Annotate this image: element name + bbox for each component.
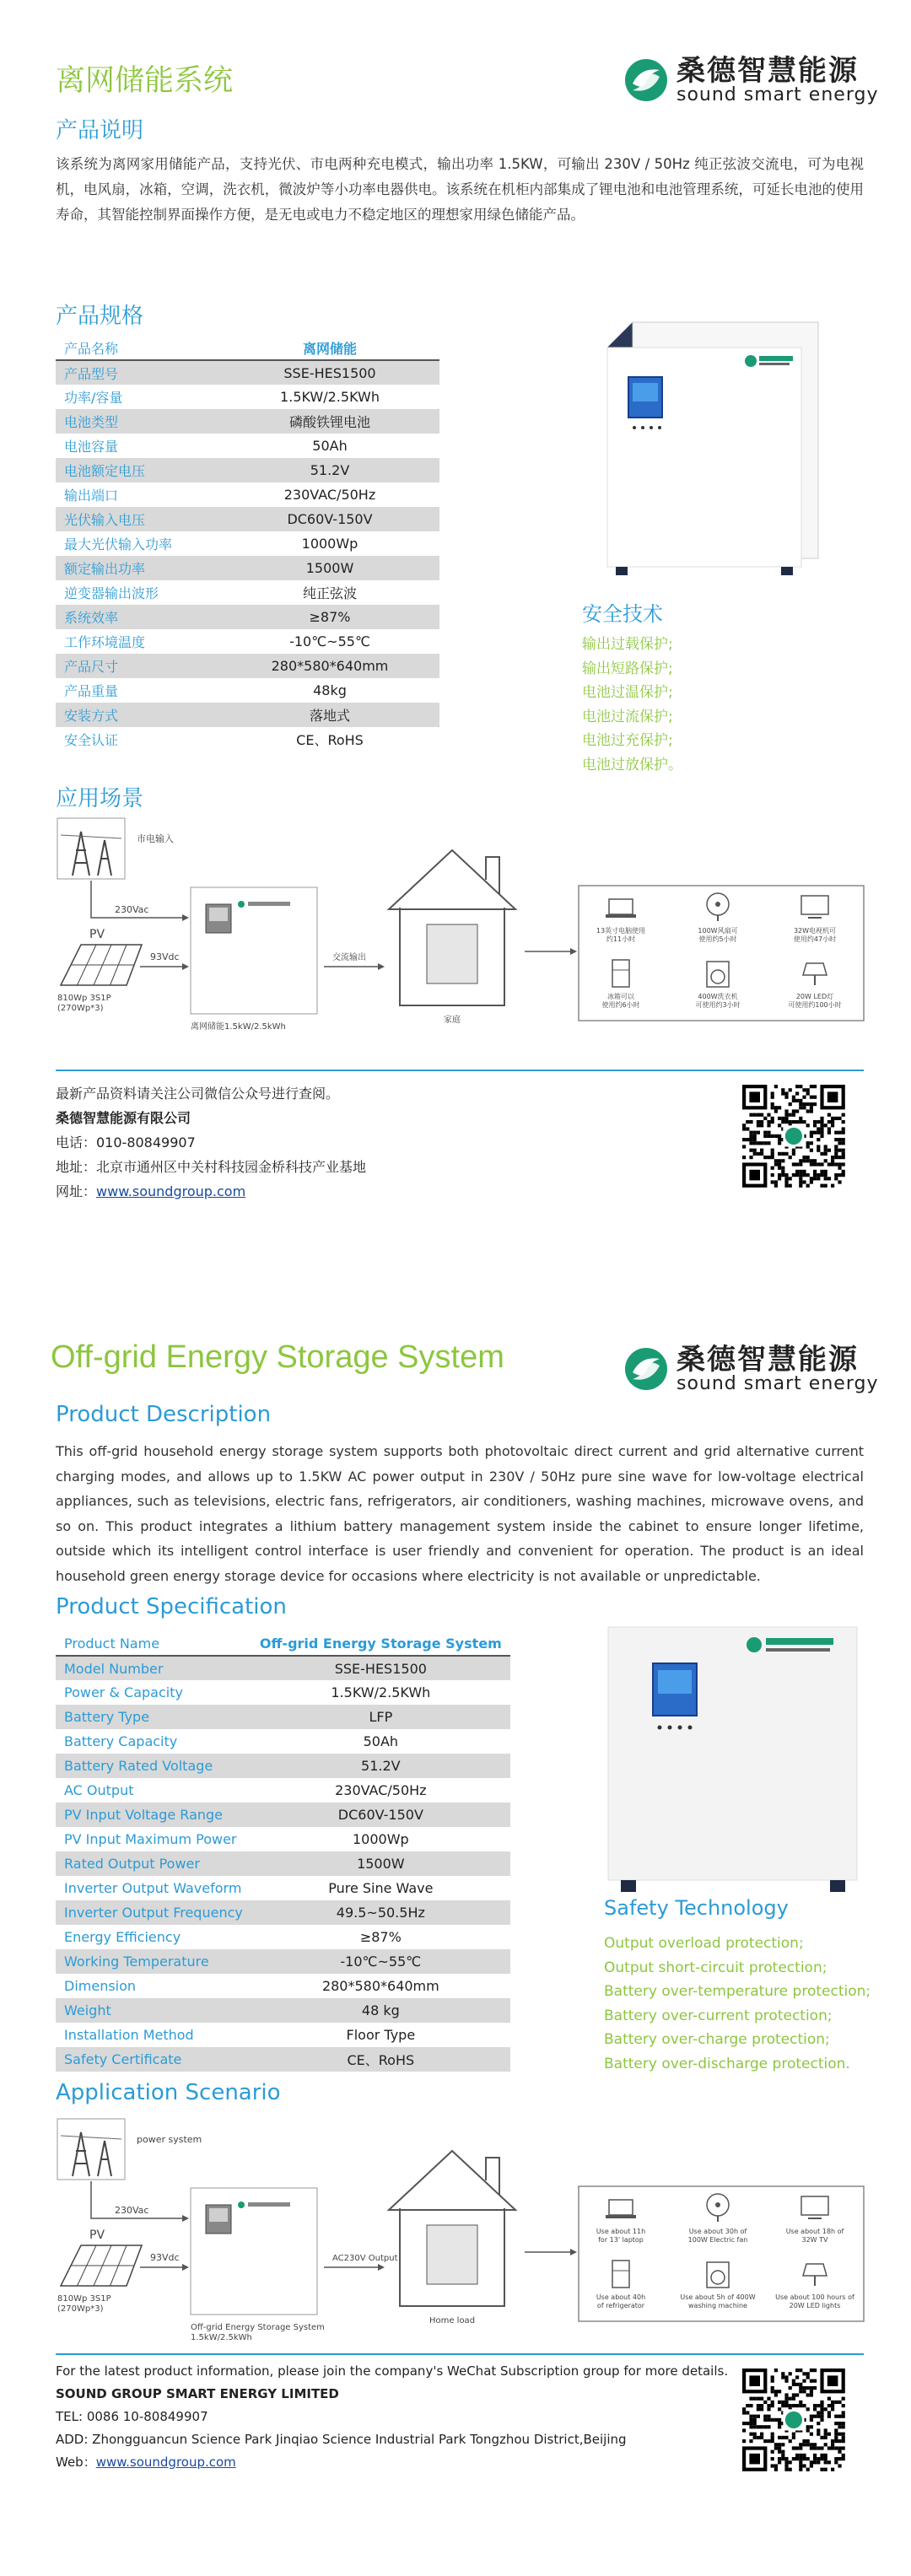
spec-key: Model Number	[56, 1656, 251, 1680]
spec-row	[56, 1778, 510, 1803]
footer-tel: TEL: 0086 10-80849907	[56, 2409, 208, 2424]
desc-text-cn: 该系统为离网家用储能产品，支持光伏、市电两种充电模式，输出功率 1.5KW，可输出 230V / 50Hz 纯正弦波交流电，可为电视机，电风扇，冰箱，空调，洗衣机，微波炉等小功率电器供电。该系统在机柜内部集成了锂电池和电池管理系统，可延长电池的使用寿命，其智能控制界面操作方便，是无电或电力不稳定地区的理想家用绿色储能产品。	[56, 156, 864, 223]
spec-key: 安全认证	[64, 732, 119, 748]
footer-address: 地址：北京市通州区中关村科技园金桥科技产业基地	[56, 1159, 367, 1175]
spec-value: LFP	[251, 1705, 510, 1729]
spec-key: 逆变器输出波形	[64, 585, 159, 601]
spec-row	[56, 1925, 510, 1949]
spec-key: PV Input Voltage Range	[56, 1803, 251, 1827]
safety-item: 电池过充保护;	[582, 732, 673, 749]
spec-value: 48 kg	[251, 1998, 510, 2023]
spec-row	[56, 507, 439, 531]
spec-value: 51.2V	[251, 1754, 510, 1778]
logo-icon	[624, 1347, 668, 1391]
load-label: Use about 11h for 13' laptop	[596, 2228, 646, 2244]
power-grid-icon	[57, 818, 125, 879]
spec-value: Pure Sine Wave	[328, 1880, 434, 1896]
spec-heading-cn: 产品规格	[56, 304, 144, 329]
spec-row	[56, 629, 439, 654]
safety-item: Battery over-temperature protection;	[604, 1983, 871, 2000]
spec-value: 48kg	[313, 682, 347, 698]
spec-key: 额定输出功率	[56, 556, 220, 580]
load-label: 13英寸电脑使用约11小时	[596, 927, 646, 943]
desc-heading-cn: 产品说明	[56, 118, 144, 143]
spec-key: Working Temperature	[56, 1949, 251, 1974]
storage-unit-icon	[191, 2188, 317, 2315]
spec-value: 1.5KW/2.5KWh	[280, 389, 380, 405]
spec-key: Battery Rated Voltage	[56, 1754, 251, 1778]
qr-code-cn	[742, 1085, 845, 1191]
spec-key: PV Input Maximum Power	[64, 1831, 237, 1847]
desc-heading-en: Product Description	[56, 1402, 272, 1427]
safety-item: 电池过流保护;	[582, 708, 673, 725]
spec-row	[56, 1998, 510, 2023]
spec-row	[56, 1680, 510, 1705]
grid-label: 市电输入	[137, 833, 174, 844]
spec-row	[56, 703, 439, 727]
spec-header-row	[56, 1631, 510, 1656]
qr-code-icon	[742, 1085, 845, 1188]
footer-note: For the latest product information, please join the company's WeChat Subscription group for more details.	[56, 2363, 729, 2379]
spec-key: Rated Output Power	[56, 1851, 251, 1876]
spec-row	[56, 1656, 510, 1680]
page-title-cn: 离网储能系统	[56, 64, 234, 98]
spec-value: CE、RoHS	[251, 2047, 510, 2072]
safety-item: Output overload protection;	[604, 1935, 804, 1952]
spec-row	[56, 409, 439, 434]
spec-row	[56, 556, 439, 580]
safety-heading-en: Safety Technology	[604, 1896, 789, 1920]
spec-value: 1500W	[220, 556, 439, 580]
ac-output-label: AC230V Output	[332, 2254, 398, 2263]
spec-value: CE、RoHS	[296, 732, 364, 748]
safety-item: 输出过载保护;	[582, 636, 673, 653]
spec-row	[56, 678, 439, 703]
spec-value: 230VAC/50Hz	[283, 487, 376, 503]
spec-value: 1.5KW/2.5KWh	[331, 1684, 431, 1700]
home-label: Home load	[429, 2316, 476, 2325]
spec-row	[56, 580, 439, 605]
spec-key: Safety Certificate	[56, 2047, 251, 2072]
spec-key: 电池容量	[64, 439, 119, 455]
pv-label: PV	[89, 928, 105, 941]
safety-list-cn	[582, 633, 682, 777]
spec-row	[56, 1974, 510, 1998]
safety-item: 输出短路保护;	[582, 660, 673, 677]
unit-label: 离网储能1.5kW/2.5kWh	[191, 1022, 286, 1032]
safety-item: Battery over-charge protection;	[604, 2031, 830, 2048]
spec-row	[56, 531, 439, 556]
application-diagram-en	[56, 2117, 865, 2345]
footer-company: SOUND GROUP SMART ENERGY LIMITED	[56, 2386, 339, 2401]
page-title-en: Off-grid Energy Storage System	[51, 1339, 504, 1375]
spec-row	[56, 458, 439, 482]
footer-web	[56, 2451, 728, 2474]
spec-value: ≥87%	[359, 1929, 402, 1945]
brand-name-en: sound smart energy	[677, 1373, 879, 1394]
solar-panel-icon	[61, 945, 142, 985]
spec-key: 产品型号	[56, 360, 220, 385]
spec-value: 1500W	[251, 1851, 510, 1876]
footer-address: ADD: Zhongguancun Science Park Jinqiao Science Industrial Park Tongzhou District,Beijing	[56, 2432, 627, 2447]
spec-row	[56, 2023, 510, 2047]
safety-item: 电池过温保护;	[582, 684, 673, 701]
pv-spec-label: 810Wp 3S1P (270Wp*3)	[57, 994, 111, 1013]
load-label: Use about 30h of 100W Electric fan	[687, 2228, 748, 2244]
app-heading-cn: 应用场景	[56, 786, 144, 811]
brand-logo-en	[624, 1345, 878, 1393]
safety-item: Battery over-current protection;	[604, 2007, 833, 2024]
safety-item: Battery over-discharge protection.	[604, 2055, 850, 2072]
grid-voltage-label: 230Vac	[115, 2205, 149, 2216]
spec-row	[56, 654, 439, 678]
spec-header-key: 产品名称	[56, 336, 220, 360]
website-link[interactable]: www.soundgroup.com	[96, 1183, 246, 1199]
load-label: Use about 18h of 32W TV	[785, 2228, 844, 2244]
spec-key: Energy Efficiency	[64, 1929, 181, 1945]
load-label: Use about 40h of refrigerator	[596, 2293, 646, 2309]
application-diagram-cn	[56, 816, 865, 1044]
spec-row	[56, 1705, 510, 1729]
spec-row	[56, 727, 439, 752]
footer-note: 最新产品资料请关注公司微信公众号进行查阅。	[56, 1086, 340, 1102]
footer-cn	[56, 1081, 366, 1204]
footer-tel: 电话：010-80849907	[56, 1134, 196, 1151]
footer-web	[56, 1179, 366, 1204]
solar-panel-icon	[61, 2245, 142, 2286]
spec-header-key: Product Name	[56, 1631, 251, 1656]
spec-key: 产品尺寸	[56, 654, 220, 678]
power-grid-icon	[57, 2119, 125, 2180]
spec-value: 49.5~50.5Hz	[251, 1900, 510, 1925]
spec-value: DC60V-150V	[220, 507, 439, 531]
spec-value: 磷酸铁锂电池	[220, 409, 439, 434]
spec-key: Battery Capacity	[64, 1733, 178, 1749]
safety-item: Output short-circuit protection;	[604, 1959, 827, 1976]
diagram-svg	[56, 816, 865, 1044]
spec-row	[56, 1876, 510, 1900]
spec-table-en	[56, 1631, 510, 2072]
spec-key: 功率/容量	[64, 390, 123, 406]
spec-value: SSE-HES1500	[251, 1656, 510, 1680]
spec-value: -10℃~55℃	[289, 633, 370, 649]
house-icon	[389, 2151, 515, 2306]
spec-key: 输出端口	[64, 488, 119, 504]
footer-en	[56, 2360, 728, 2474]
spec-key: Battery Type	[56, 1705, 251, 1729]
house-icon	[389, 850, 515, 1005]
load-label: 冰箱可以使用约6小时	[601, 993, 640, 1009]
load-label: Use about 5h of 400W washing machine	[680, 2293, 756, 2309]
spec-heading-en: Product Specification	[56, 1594, 287, 1619]
load-label: 100W风扇可使用约5小时	[698, 927, 738, 943]
pv-voltage-label: 93Vdc	[150, 2252, 180, 2263]
grid-voltage-label: 230Vac	[115, 904, 149, 915]
spec-key: Power & Capacity	[64, 1684, 183, 1700]
spec-row	[56, 2047, 510, 2072]
qr-code-icon	[742, 2369, 845, 2471]
website-link[interactable]: www.soundgroup.com	[95, 2455, 236, 2470]
spec-row	[56, 1900, 510, 1925]
product-image-en	[604, 1623, 865, 1901]
home-label: 家庭	[444, 1016, 461, 1025]
spec-row	[56, 1827, 510, 1851]
spec-value: 280*580*640mm	[220, 654, 439, 678]
spec-row	[56, 360, 439, 385]
spec-header-row	[56, 336, 439, 360]
spec-header-value: 离网储能	[220, 336, 439, 360]
spec-key: Dimension	[64, 1978, 137, 1994]
spec-value: 纯正弦波	[302, 585, 357, 601]
spec-value: SSE-HES1500	[220, 360, 439, 385]
spec-key: AC Output	[64, 1782, 134, 1798]
app-heading-en: Application Scenario	[56, 2080, 281, 2105]
spec-key: 电池类型	[56, 409, 220, 434]
spec-key: Installation Method	[64, 2027, 194, 2043]
storage-unit-icon	[191, 887, 317, 1014]
spec-value: 1000Wp	[301, 536, 358, 552]
spec-row	[56, 1803, 510, 1827]
spec-key: Inverter Output Waveform	[64, 1880, 242, 1896]
spec-value: 280*580*640mm	[321, 1978, 439, 1994]
spec-key: 产品重量	[64, 683, 119, 699]
spec-row	[56, 605, 439, 629]
brand-name-en: sound smart energy	[677, 84, 879, 105]
logo-icon	[624, 58, 668, 102]
load-label: 400W洗衣机可使用约3小时	[695, 993, 741, 1009]
spec-key: 电池额定电压	[56, 458, 220, 482]
brand-name-cn: 桑德智慧能源	[677, 1343, 859, 1377]
spec-row	[56, 1949, 510, 1974]
spec-header-value: Off-grid Energy Storage System	[251, 1631, 510, 1656]
product-image-cn	[590, 314, 827, 584]
pv-label: PV	[89, 2228, 105, 2242]
divider-en	[56, 2353, 864, 2355]
spec-value: 50Ah	[363, 1733, 399, 1749]
spec-value: 50Ah	[312, 438, 348, 454]
qr-code-en	[742, 2369, 845, 2475]
spec-row	[56, 482, 439, 507]
spec-row	[56, 1754, 510, 1778]
brand-logo	[624, 56, 878, 105]
spec-value: 1000Wp	[352, 1831, 409, 1847]
spec-row	[56, 1729, 510, 1754]
spec-key: 系统效率	[56, 605, 220, 629]
spec-table-cn	[56, 336, 439, 752]
divider-cn	[56, 1070, 864, 1071]
ac-output-label: 交流输出	[332, 953, 366, 962]
spec-key: Inverter Output Frequency	[56, 1900, 251, 1925]
spec-key: 安装方式	[56, 703, 220, 727]
spec-key: 最大光伏输入功率	[64, 536, 173, 552]
spec-value: ≥87%	[220, 605, 439, 629]
spec-value: 51.2V	[220, 458, 439, 482]
spec-value: -10℃~55℃	[251, 1949, 510, 1974]
grid-label: power system	[137, 2134, 202, 2145]
spec-key: Weight	[56, 1998, 251, 2023]
diagram-svg	[56, 2117, 865, 2345]
footer-company: 桑德智慧能源有限公司	[56, 1110, 191, 1126]
desc-text-en: This off-grid household energy storage system supports both photovoltaic direct current and grid alternative current charging modes, and allows up to 1.5KW AC power output in 230V / 50Hz pure sine wave for low-voltage electrical appliances, such as televisions, electric fans, refrigerators, air conditioners, washing machines, microwave ovens, and so on. This product integrates a lithium battery management system inside the cabinet to ensure longer lifetime, outside which its intelligent control interface is user friendly and convenient for operation. The product is an ideal household green energy storage device for occasions where electricity is not available or unpredictable.	[56, 1443, 864, 1584]
brand-name-cn: 桑德智慧能源	[677, 54, 859, 88]
spec-key: 光伏输入电压	[56, 507, 220, 531]
spec-row	[56, 434, 439, 458]
pv-voltage-label: 93Vdc	[150, 951, 180, 962]
pv-spec-label: 810Wp 3S1P (270Wp*3)	[57, 2294, 111, 2314]
spec-row	[56, 385, 439, 409]
spec-key: 工作环境温度	[64, 634, 146, 650]
footer-web-label: 网址：	[56, 1183, 97, 1199]
load-label: 20W LED灯可使用约100小时	[788, 993, 842, 1009]
spec-value: 230VAC/50Hz	[335, 1782, 427, 1798]
footer-web-label: Web：	[56, 2455, 96, 2470]
spec-value: 落地式	[220, 703, 439, 727]
load-label: 32W电视机可使用约47小时	[793, 927, 837, 943]
safety-list-en	[604, 1932, 871, 2076]
load-label: Use about 100 hours of 20W LED lights	[775, 2293, 854, 2309]
spec-value: DC60V-150V	[251, 1803, 510, 1827]
spec-row	[56, 1851, 510, 1876]
spec-value: Floor Type	[346, 2027, 416, 2043]
safety-heading-cn: 安全技术	[582, 602, 663, 626]
unit-label: Off-grid Energy Storage System 1.5kW/2.5kWh	[191, 2323, 325, 2342]
safety-item: 电池过放保护。	[582, 756, 682, 773]
